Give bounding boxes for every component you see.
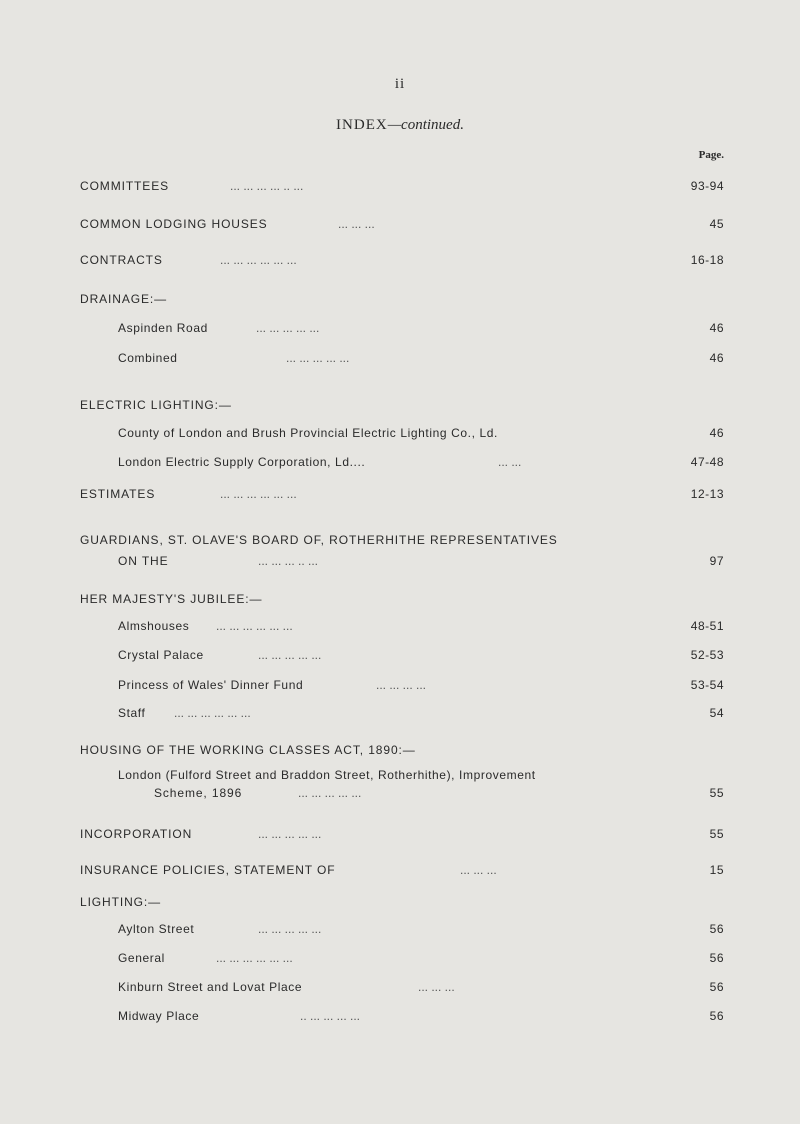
index-entry-london-fulford-line1: London (Fulford Street and Braddon Street, Rotherhithe), Improvement — [118, 768, 536, 782]
leader-dots: ... ... ... ... .. ... — [230, 179, 304, 193]
entry-label: County of London and Brush Provincial Electric Lighting Co., Ld. — [118, 426, 498, 440]
leader-dots: ... ... ... ... ... — [258, 648, 322, 662]
entry-label: ESTIMATES — [80, 487, 156, 501]
title-suffix: —continued. — [387, 117, 464, 133]
entry-label: Aylton Street — [118, 922, 195, 936]
index-entry-staff — [118, 704, 724, 722]
entry-page: 93-94 — [690, 179, 724, 193]
page-number: ii — [394, 76, 406, 92]
leader-dots: ... ... ... ... — [376, 678, 427, 692]
entry-page: 12-13 — [690, 487, 724, 501]
index-entry-aspinden-road — [118, 319, 724, 337]
entry-page: 55 — [709, 827, 724, 841]
entry-page: 56 — [709, 980, 724, 994]
index-entry-princess-of-wales — [118, 676, 724, 694]
index-entry-almshouses — [118, 617, 724, 635]
index-entry-crystal-palace — [118, 646, 724, 664]
leader-dots: ... ... ... ... ... ... — [174, 706, 251, 720]
leader-dots: ... ... ... — [418, 980, 455, 994]
leader-dots: .. ... ... ... ... — [300, 1009, 361, 1023]
leader-dots: ... ... ... ... ... — [258, 922, 322, 936]
leader-dots: ... ... ... ... ... — [286, 351, 350, 365]
index-entry-county-of-london — [118, 424, 724, 442]
entry-label: Aspinden Road — [118, 321, 208, 335]
entry-page: 15 — [709, 863, 724, 877]
entry-label: COMMON LODGING HOUSES — [80, 217, 268, 231]
index-entry-estimates — [80, 485, 724, 503]
entry-label: General — [118, 951, 165, 965]
leader-dots: ... ... ... — [338, 217, 375, 231]
index-entry-general — [118, 949, 724, 967]
index-entry-contracts — [80, 251, 724, 269]
title-main: INDEX — [336, 117, 388, 133]
entry-label: Kinburn Street and Lovat Place — [118, 980, 303, 994]
page-column-label: Page. — [698, 149, 724, 161]
entry-page: 46 — [709, 351, 724, 365]
entry-label: CONTRACTS — [80, 253, 163, 267]
entry-label: London Electric Supply Corporation, Ld.... — [118, 455, 366, 469]
index-entry-guardians — [80, 552, 724, 570]
index-entry-london-fulford — [80, 784, 724, 802]
leader-dots: ... ... ... ... ... ... — [220, 253, 297, 267]
index-entry-london-electric-supply — [118, 453, 724, 471]
section-heading-lighting: LIGHTING:— — [80, 895, 162, 909]
entry-label: COMMITTEES — [80, 179, 169, 193]
leader-dots: ... ... ... ... ... — [258, 827, 322, 841]
index-entry-common-lodging-houses — [80, 215, 724, 233]
entry-page: 54 — [709, 706, 724, 720]
leader-dots: ... ... ... .. ... — [258, 554, 319, 568]
entry-page: 52-53 — [690, 648, 724, 662]
index-entry-insurance-policies — [80, 861, 724, 879]
entry-page: 47-48 — [690, 455, 724, 469]
entry-page: 56 — [709, 1009, 724, 1023]
entry-page: 48-51 — [690, 619, 724, 633]
index-entry-midway-place — [118, 1007, 724, 1025]
page-title — [0, 117, 800, 134]
entry-page: 97 — [709, 554, 724, 568]
entry-page: 56 — [709, 951, 724, 965]
leader-dots: ... ... ... — [460, 863, 497, 877]
index-entry-aylton-street — [118, 920, 724, 938]
section-heading-housing: HOUSING OF THE WORKING CLASSES ACT, 1890:— — [80, 743, 416, 757]
entry-page: 45 — [709, 217, 724, 231]
entry-page: 46 — [709, 426, 724, 440]
entry-page: 46 — [709, 321, 724, 335]
entry-label: Scheme, 1896 — [154, 786, 243, 800]
leader-dots: ... ... ... ... ... ... — [216, 951, 293, 965]
entry-label: Midway Place — [118, 1009, 200, 1023]
leader-dots: ... ... — [498, 455, 522, 469]
entry-page: 16-18 — [690, 253, 724, 267]
leader-dots: ... ... ... ... ... — [298, 786, 362, 800]
leader-dots: ... ... ... ... ... — [256, 321, 320, 335]
section-heading-electric-lighting: ELECTRIC LIGHTING:— — [80, 398, 232, 412]
entry-page: 53-54 — [690, 678, 724, 692]
entry-label: Staff — [118, 706, 146, 720]
entry-label: Crystal Palace — [118, 648, 204, 662]
entry-label: Almshouses — [118, 619, 190, 633]
index-entry-incorporation — [80, 825, 724, 843]
entry-page: 55 — [709, 786, 724, 800]
index-entry-committees — [80, 177, 724, 195]
index-entry-guardians-line1: GUARDIANS, ST. OLAVE'S BOARD OF, ROTHERHITHE REPRESENTATIVES — [80, 533, 558, 547]
entry-label: Princess of Wales' Dinner Fund — [118, 678, 304, 692]
entry-page: 56 — [709, 922, 724, 936]
entry-label: INCORPORATION — [80, 827, 193, 841]
section-heading-drainage: DRAINAGE:— — [80, 292, 168, 306]
index-entry-kinburn-street — [118, 978, 724, 996]
entry-label: INSURANCE POLICIES, STATEMENT OF — [80, 863, 336, 877]
entry-label: ON THE — [118, 554, 169, 568]
index-entry-combined — [118, 349, 724, 367]
entry-label: Combined — [118, 351, 178, 365]
leader-dots: ... ... ... ... ... ... — [216, 619, 293, 633]
section-heading-jubilee: HER MAJESTY'S JUBILEE:— — [80, 592, 263, 606]
leader-dots: ... ... ... ... ... ... — [220, 487, 297, 501]
